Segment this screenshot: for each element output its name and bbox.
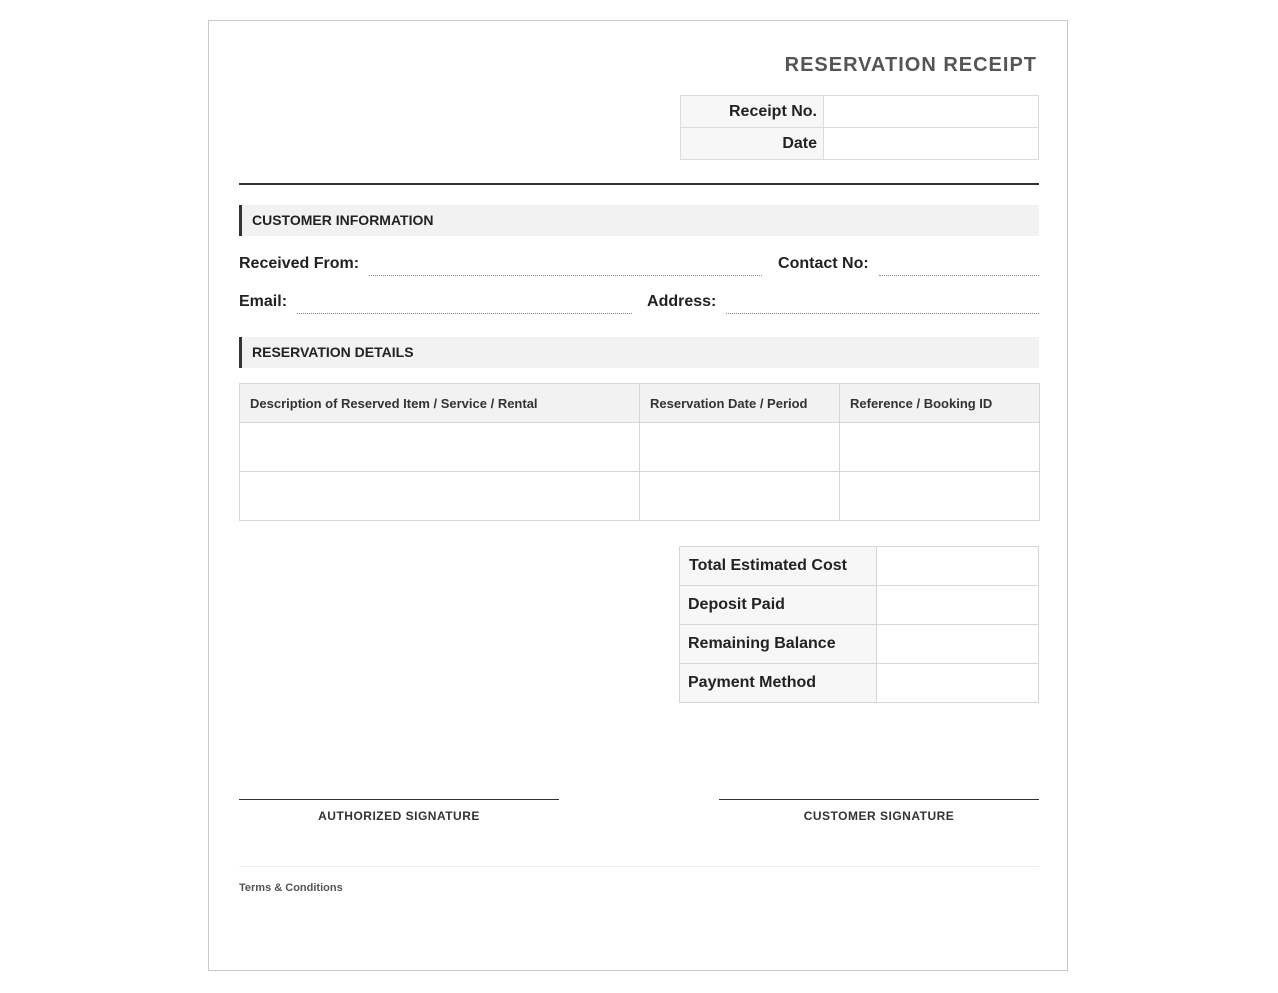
address-field[interactable]	[726, 294, 1039, 314]
deposit-paid-value[interactable]	[877, 586, 1039, 625]
payment-method-value[interactable]	[877, 664, 1039, 703]
authorized-signature-line[interactable]: AUTHORIZED SIGNATURE	[239, 799, 559, 823]
date-label: Date	[681, 128, 824, 160]
address-label: Address:	[647, 293, 717, 310]
contact-field[interactable]	[879, 256, 1039, 276]
booking-id-cell[interactable]	[840, 423, 1040, 472]
column-header-booking-id: Reference / Booking ID	[840, 384, 1040, 423]
receipt-meta-table	[680, 95, 1039, 160]
remaining-balance-row	[680, 625, 1039, 664]
payment-method-label: Payment Method	[680, 664, 877, 703]
description-cell[interactable]	[240, 423, 640, 472]
deposit-paid-label: Deposit Paid	[680, 586, 877, 625]
table-row	[240, 472, 1040, 521]
deposit-paid-row	[680, 586, 1039, 625]
reservation-table-header	[240, 384, 1040, 423]
customer-signature-line[interactable]: CUSTOMER SIGNATURE	[719, 799, 1039, 823]
customer-row-1	[239, 250, 1039, 274]
description-cell[interactable]	[240, 472, 640, 521]
reservation-details-heading: RESERVATION DETAILS	[239, 337, 1039, 368]
date-period-cell[interactable]	[640, 472, 840, 521]
totals-table	[679, 546, 1039, 703]
email-label: Email:	[239, 293, 288, 310]
received-from-label: Received From:	[239, 255, 360, 272]
total-cost-value[interactable]	[877, 547, 1039, 586]
receipt-number-label: Receipt No.	[681, 96, 824, 128]
date-row	[681, 128, 1039, 160]
reservation-table	[239, 383, 1040, 521]
booking-id-cell[interactable]	[840, 472, 1040, 521]
customer-info-heading: CUSTOMER INFORMATION	[239, 205, 1039, 236]
header-divider	[239, 183, 1039, 185]
received-from-field[interactable]	[369, 256, 762, 276]
customer-row-2	[239, 288, 1039, 312]
column-header-date-period: Reservation Date / Period	[640, 384, 840, 423]
receipt-number-row	[681, 96, 1039, 128]
column-header-description: Description of Reserved Item / Service / Rental	[240, 384, 640, 423]
receipt-number-value[interactable]	[824, 96, 1039, 128]
remaining-balance-label: Remaining Balance	[680, 625, 877, 664]
email-field[interactable]	[297, 294, 632, 314]
terms-and-conditions-label: Terms & Conditions	[239, 882, 343, 894]
table-row	[240, 423, 1040, 472]
total-cost-label: Total Estimated Cost	[680, 547, 877, 586]
receipt-page	[208, 20, 1068, 971]
payment-method-row	[680, 664, 1039, 703]
footer-divider	[239, 866, 1039, 867]
contact-label: Contact No:	[778, 255, 869, 272]
total-cost-row	[680, 547, 1039, 586]
date-period-cell[interactable]	[640, 423, 840, 472]
remaining-balance-value[interactable]	[877, 625, 1039, 664]
document-title: RESERVATION RECEIPT	[784, 54, 1037, 76]
date-value[interactable]	[824, 128, 1039, 160]
